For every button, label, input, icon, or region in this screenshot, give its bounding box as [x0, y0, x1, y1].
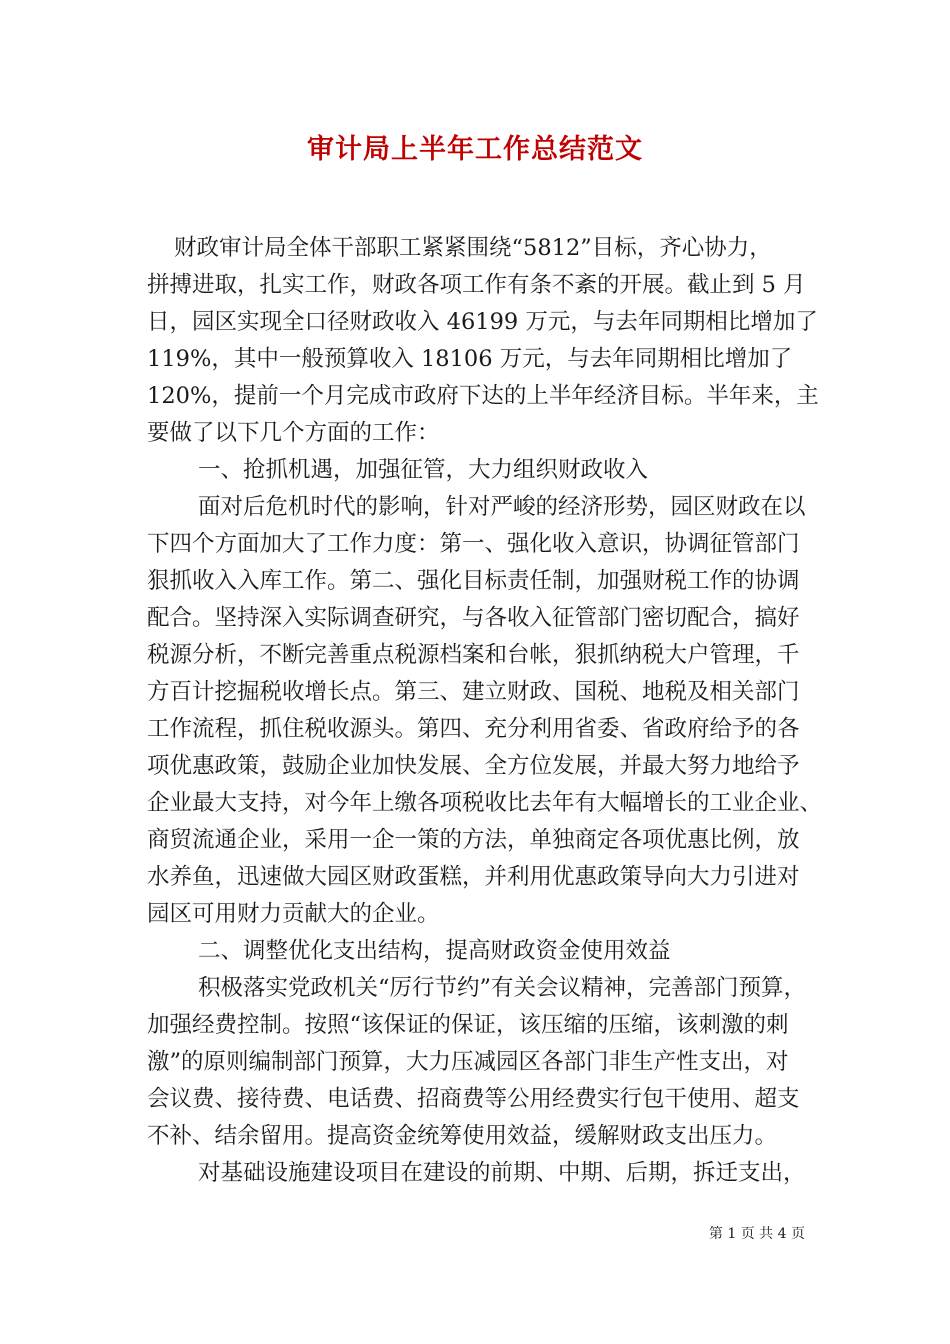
paragraph-line: 面对后危机时代的影响，针对严峻的经济形势，园区财政在以	[198, 494, 806, 520]
paragraph-line: 对基础设施建设项目在建设的前期、中期、后期，拆迁支出，	[198, 1160, 806, 1186]
page-title: 审计局上半年工作总结范文	[307, 134, 643, 165]
paragraph-line: 商贸流通企业，采用一企一策的方法，单独商定各项优惠比例，放	[147, 827, 800, 853]
paragraph-line: 财政审计局全体干部职工紧紧围绕“5812”目标，齐心协力，	[174, 235, 772, 261]
page-number: 第 1 页 共 4 页	[708, 1226, 805, 1242]
paragraph-line: 方百计挖掘税收增长点。第三、建立财政、国税、地税及相关部门	[147, 679, 800, 705]
paragraph-line: 120%，提前一个月完成市政府下达的上半年经济目标。半年来，主	[147, 383, 819, 409]
paragraph-line: 日，园区实现全口径财政收入 46199 万元，与去年同期相比增加了	[147, 309, 818, 335]
paragraph-line: 119%，其中一般预算收入 18106 万元，与去年同期相比增加了	[147, 346, 793, 372]
paragraph-line: 下四个方面加大了工作力度：第一、强化收入意识，协调征管部门	[147, 531, 800, 557]
paragraph-line: 会议费、接待费、电话费、招商费等公用经费实行包干使用、超支	[147, 1086, 800, 1112]
paragraph-line: 配合。坚持深入实际调查研究，与各收入征管部门密切配合，搞好	[147, 605, 800, 631]
section-heading: 二、调整优化支出结构，提高财政资金使用效益	[198, 938, 671, 964]
paragraph-line: 积极落实党政机关“厉行节约”有关会议精神，完善部门预算，	[198, 975, 807, 1001]
paragraph-line: 加强经费控制。按照“该保证的保证，该压缩的压缩，该刺激的刺	[147, 1012, 789, 1038]
paragraph-line: 园区可用财力贡献大的企业。	[147, 901, 440, 927]
paragraph-line: 拼搏进取，扎实工作，财政各项工作有条不紊的开展。截止到 5 月	[147, 272, 806, 298]
paragraph-line: 要做了以下几个方面的工作：	[147, 420, 440, 446]
paragraph-line: 工作流程，抓住税收源头。第四、充分利用省委、省政府给予的各	[147, 716, 800, 742]
paragraph-line: 水养鱼，迅速做大园区财政蛋糕，并利用优惠政策导向大力引进对	[147, 864, 800, 890]
paragraph-line: 不补、结余留用。提高资金统筹使用效益，缓解财政支出压力。	[147, 1123, 778, 1149]
paragraph-line: 企业最大支持，对今年上缴各项税收比去年有大幅增长的工业企业、	[147, 790, 823, 816]
paragraph-line: 税源分析，不断完善重点税源档案和台帐，狠抓纳税大户管理，千	[147, 642, 800, 668]
section-heading: 一、抢抓机遇，加强征管，大力组织财政收入	[198, 457, 649, 483]
paragraph-line: 激”的原则编制部门预算，大力压减园区各部门非生产性支出，对	[147, 1049, 789, 1075]
paragraph-line: 项优惠政策，鼓励企业加快发展、全方位发展，并最大努力地给予	[147, 753, 800, 779]
paragraph-line: 狠抓收入入库工作。第二、强化目标责任制，加强财税工作的协调	[147, 568, 800, 594]
